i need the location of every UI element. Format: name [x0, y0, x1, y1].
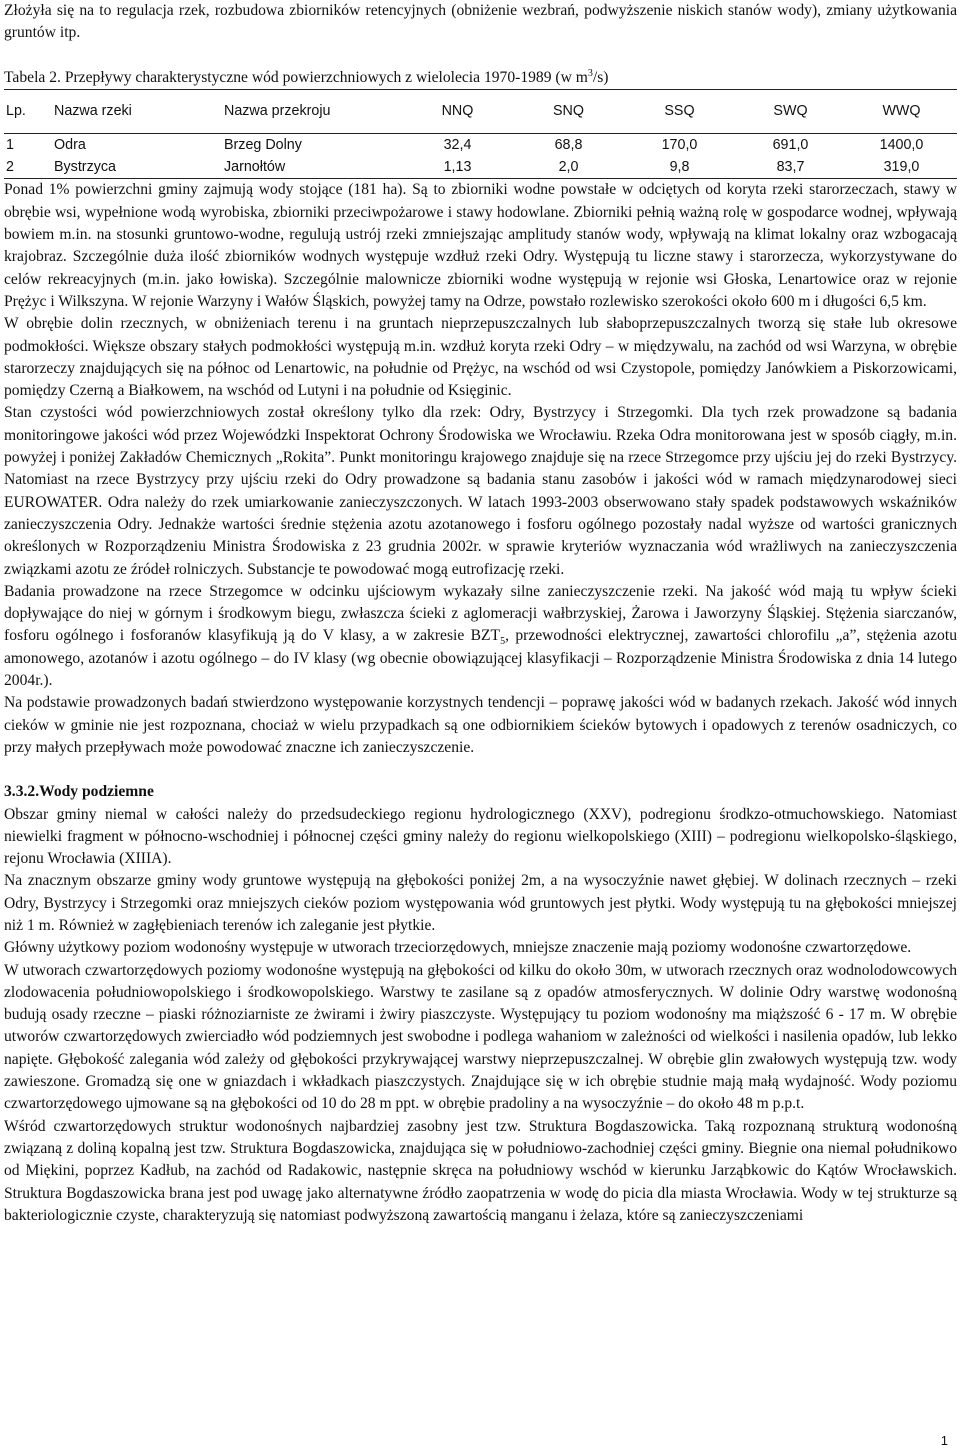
header-river-name: Nazwa rzeki [54, 89, 224, 133]
trends-paragraph: Na podstawie prowadzonych badań stwierdzono występowanie korzystnych tendencji – poprawę jakości wód w badanych rzekach. Jakość wód innych cieków w gminie nie jest rozpoznana, chociaż w wielu przypadkach są one odbiornikiem ścieków bytowych i opadowych z terenów osadniczych, co przy małych przepływach może powodować znaczne ich zanieczyszczenie. [4, 694, 957, 756]
cell-river-name: Odra [54, 136, 86, 153]
page-number: 1 [940, 1433, 948, 1448]
header-snq: SNQ [513, 89, 624, 133]
header-wwq: WWQ [846, 89, 957, 133]
cell-nnq: 32,4 [443, 136, 472, 153]
cell-lp: 1 [6, 136, 14, 153]
table-header-row [4, 89, 957, 133]
document-page [4, 0, 957, 1227]
bzt-subscript: 5 [500, 636, 506, 648]
strzegomka-text-part1: Badania prowadzone na rzece Strzegomce w odcinku ujściowym wykazały silne zanieczyszczenie rzeki. Na jakość wód mają tu wpływ ścieki dopływające do niej w górnym i środkowym biegu, zwłaszcza ścieki z aglomeracji wałbrzyskiej, Żarowa i Jaworzyny Śląskiej. Stężenia siarczanów, fosforu ogólnego i fosforanów klasyfikują ją do V klasy, a w zakresie BZT [4, 582, 957, 645]
table-row [4, 156, 957, 179]
cell-snq: 2,0 [513, 156, 624, 179]
strzegomka-text-part2: , przewodności elektrycznej, zawartości chlorofilu „a”, stężenia azotu amonowego, azotanów i azotu ogólnego – do IV klasy (wg obecnie obowiązującej klasyfikacji – Rozporządzenie Ministra Środowiska z dnia 14 lutego 2004r.). [4, 627, 957, 690]
cell-wwq: 319,0 [846, 156, 957, 179]
table-caption-superscript: 3 [587, 67, 593, 79]
table-row [4, 133, 957, 156]
wetlands-paragraph: W obrębie dolin rzecznych, w obniżeniach terenu i na gruntach nieprzepuszczalnych lub słaboprzepuszczalnych tworzą się stałe lub okresowe podmokłości. Większe obszary stałych podmokłości występują m.in. wzdłuż koryta rzeki Odry – w międzywalu, na zachód od wsi Warzyna, w obrębie starorzeczy znajdujących się na północ od Lenartowic, na południe od Prężyc, na wschód od wsi Czystopole, pomiędzy Janówkiem a Piskorzowicami, pomiędzy Czerną a Białkowem, na wschód od Lutyni i na południe od Księginic. [4, 315, 957, 400]
header-nnq: NNQ [402, 89, 513, 133]
flows-table [4, 89, 957, 180]
cell-wwq: 1400,0 [879, 136, 924, 153]
table-caption-unit: /s) [592, 68, 609, 86]
bogdaszowicka-structure-paragraph: Wśród czwartorzędowych struktur wodonośnych najbardziej zasobny jest tzw. Struktura Bogdaszowicka. Taką rozpoznaną strukturą wodonośną związaną z doliną kopalną jest tzw. Struktura Bogdaszowicka, znajdująca się w południowo-zachodniej części gminy. Biegnie ona niemal południkowo od Miękini, poprzez Kadłub, na zachód od Radakowic, następnie skręca na południowy wschód w kierunku Jarząbkowic do Kątów Wrocławskich. Struktura Bogdaszowicka brana jest pod uwagę jako alternatywne źródło zaopatrzenia w wodę do picia dla miasta Wrocławia. Wody w tej strukturze są bakteriologicznie czyste, charakteryzują się natomiast podwyższoną zawartością manganu i żelaza, które są zanieczyszczeniami [4, 1117, 957, 1224]
cell-section-name: Brzeg Dolny [224, 136, 302, 153]
standing-waters-paragraph: Ponad 1% powierzchni gminy zajmują wody stojące (181 ha). Są to zbiorniki wodne powstałe w odciętych od koryta rzeki starorzeczach, stawy w obrębie wsi, wypełnione wodą wyrobiska, zbiorniki przeciwpożarowe i stawy hodowlane. Zbiorniki pełnią ważną rolę w gospodarce wodnej, wpływają bowiem m.in. na stosunki gruntowo-wodne, regulują ustrój rzeki zmniejszając amplitudy stanów wody, wpływają na klimat lokalny oraz wzbogacają krajobraz. Szczególnie duża ilość zbiorników wodnych występuje wzdłuż rzeki Odry. Występują tu liczne stawy i starorzecza, wykorzystywane do celów rekreacyjnych (m.in. jako łowiska). Szczególnie malownicze zbiorniki wodne występują w rejonie wsi Głoska, Lenartowice oraz w rejonie Prężyc i Wilkszyna. W rejonie Warzyny i Wałów Śląskich, powyżej tamy na Odrze, powstało rozlewisko szerokości około 600 m i długości 6,5 km. [4, 181, 957, 310]
cell-snq: 68,8 [554, 136, 583, 153]
spacer [4, 45, 957, 67]
table-caption-text: Tabela 2. Przepływy charakterystyczne wód powierzchniowych z wielolecia 1970-1989 (w m [4, 68, 588, 86]
hydrology-region-paragraph: Obszar gminy niemal w całości należy do przedsudeckiego regionu hydrologicznego (XXV), podregionu środkzo-otmuchowskiego. Natomiast niewielki fragment w północno-wschodniej i północnej części gminy należy do regionu wielkopolskiego (XIII) – podregionu wielkopolsko-śląskiego, rejonu Wrocławia (XIIIA). [4, 805, 957, 868]
table-caption [4, 67, 957, 89]
quaternary-aquifer-paragraph: W utworach czwartorzędowych poziomy wodonośne występują na głębokości od kilku do około 30m, w utworach rzecznych oraz wodnolodowcowych zlodowacenia południowopolskiego i środkowopolskiego. Warstwy te zasilane są z opadów atmosferycznych. W dolinie Odry warstwę wodonośną budują osady rzeczne – piaski różnoziarniste ze żwirami i żwiry piaszczyste. Występujący tu poziom wodonośny ma miąższość 6 - 17 m. W obrębie utworów czwartorzędowych zwierciadło wód podziemnych jest swobodne i podlega wahaniom w zależności od wielkości i nasilenia opadów, lub lekko napięte. Głębokość zalegania wód zależy od głębokości przykrywającej warstwy nieprzepuszczalnej. W obrębie glin zwałowych występują tzw. wody zawieszone. Gromadzą się one w gniazdach i wkładkach piaszczystych. Znajdujące się w ich obrębie studnie mają małą wydajność. Wody poziomu czwartorzędowego ujmowane są na głębokości od 10 do 28 m ppt. w obrębie pradoliny a na wysoczyźnie – do około 48 m p.p.t. [4, 961, 957, 1113]
section-heading: 3.3.2.Wody podziemne [4, 783, 154, 801]
cell-nnq: 1,13 [402, 156, 513, 179]
strzegomka-paragraph [4, 581, 957, 692]
cell-section-name: Jarnołtów [224, 156, 402, 179]
cell-ssq: 170,0 [661, 136, 698, 153]
cell-swq: 83,7 [735, 156, 846, 179]
intro-paragraph: Złożyła się na to regulacja rzek, rozbudowa zbiorników retencyjnych (obniżenie wezbrań, podwyższenie niskich stanów wody), zmiany użytkowania gruntów itp. [4, 2, 957, 42]
cell-ssq: 9,8 [624, 156, 735, 179]
header-lp: Lp. [4, 89, 54, 133]
groundwater-depth-paragraph: Na znacznym obszarze gminy wody gruntowe występują na głębokości poniżej 2m, a na wysoczyźnie nawet głębiej. W dolinach rzecznych – rzeki Odry, Bystrzycy i Strzegomki oraz mniejszych cieków poziom występowania wód gruntowych jest płytki. Wody występują tu na głębokości mniejszej niż 1 m. Również w zagłębieniach terenów ich zaleganie jest płytkie. [4, 872, 957, 934]
header-swq: SWQ [735, 89, 846, 133]
main-aquifer-paragraph: Główny użytkowy poziom wodonośny występuje w utworach trzeciorzędowych, mniejsze znaczenie mają poziomy wodonośne czwartorzędowe. [4, 939, 912, 957]
spacer [4, 759, 957, 781]
header-ssq: SSQ [624, 89, 735, 133]
water-quality-paragraph: Stan czystości wód powierzchniowych został określony tylko dla rzek: Odry, Bystrzycy i Strzegomki. Dla tych rzek prowadzone są badania monitoringowe jakości wód przez Wojewódzki Inspektorat Ochrony Środowiska we Wrocławiu. Rzeka Odra monitorowana jest w sposób ciągły, m.in. powyżej i poniżej Zakładów Chemicznych „Rokita”. Punkt monitoringu krajowego znajduje się na rzece Strzegomce przy ujściu jej do rzeki Bystrzycy. Natomiast na rzece Bystrzycy przy ujściu rzeki do Odry prowadzone są badania stanu zasobów i jakości wód w ramach międzynarodowej sieci EUROWATER. Odra należy do rzek umiarkowanie zanieczyszczonych. W latach 1993-2003 obserwowano stały spadek podstawowych wskaźników zanieczyszczenia Odry. Jednakże wartości średnie stężenia azotu azotanowego i fosforu ogólnego pozostały nadal wyższe od wartości granicznych określonych w Rozporządzeniu Ministra Środowiska z 23 grudnia 2002r. w sprawie kryteriów wyznaczania wód wrażliwych na zanieczyszczenia związkami azotu ze źródeł rolniczych. Substancje te powodować mogą eutrofizację rzeki. [4, 404, 957, 578]
cell-swq: 691,0 [772, 136, 809, 153]
cell-lp: 2 [4, 156, 54, 179]
cell-river-name: Bystrzyca [54, 156, 224, 179]
header-section-name: Nazwa przekroju [224, 89, 402, 133]
